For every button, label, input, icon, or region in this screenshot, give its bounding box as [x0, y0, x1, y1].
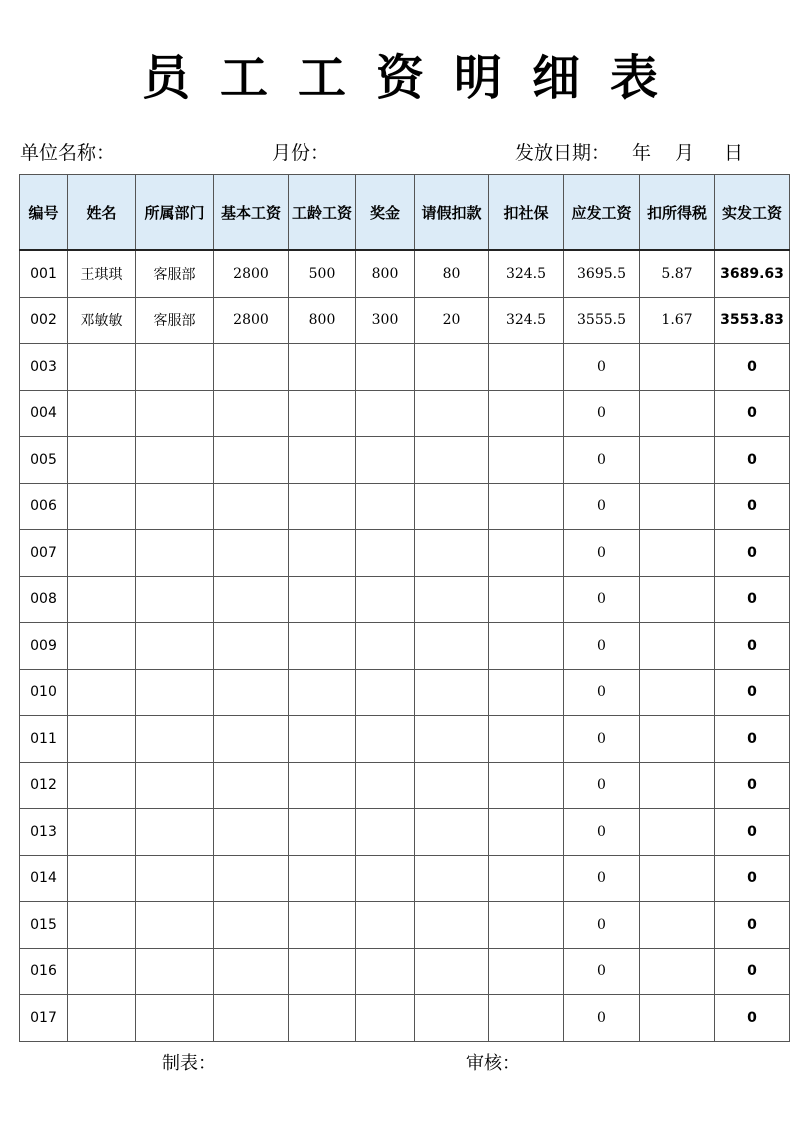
table-cell — [68, 623, 136, 670]
table-cell: 0 — [715, 809, 790, 856]
table-cell: 3553.83 — [715, 297, 790, 344]
table-cell: 001 — [20, 250, 68, 297]
table-cell: 003 — [20, 344, 68, 391]
table-cell: 0 — [715, 344, 790, 391]
table-cell — [136, 716, 214, 763]
pay-date-day-label: 日 — [724, 142, 744, 164]
table-row — [20, 576, 790, 623]
table-cell: 0 — [564, 669, 640, 716]
table-cell — [356, 902, 415, 949]
table-row — [20, 437, 790, 484]
prepared-by-field — [162, 1052, 216, 1076]
table-cell — [415, 623, 489, 670]
table-cell: 0 — [715, 948, 790, 995]
table-cell — [68, 716, 136, 763]
table-cell — [415, 483, 489, 530]
table-cell — [214, 623, 289, 670]
table-cell — [415, 902, 489, 949]
table-body — [20, 250, 790, 1041]
table-cell — [356, 390, 415, 437]
table-cell — [214, 576, 289, 623]
table-cell — [136, 623, 214, 670]
table-cell — [136, 344, 214, 391]
table-cell — [68, 762, 136, 809]
table-cell: 002 — [20, 297, 68, 344]
table-cell: 010 — [20, 669, 68, 716]
table-cell — [415, 390, 489, 437]
table-cell — [640, 437, 715, 484]
table-cell: 0 — [715, 995, 790, 1042]
unit-name-label: 单位名称： — [20, 142, 116, 164]
column-header: 应发工资 — [564, 175, 640, 251]
table-cell: 0 — [564, 437, 640, 484]
table-cell — [136, 576, 214, 623]
table-cell: 0 — [715, 390, 790, 437]
table-row — [20, 995, 790, 1042]
table-cell — [289, 344, 356, 391]
table-cell: 1.67 — [640, 297, 715, 344]
table-cell — [214, 344, 289, 391]
table-cell: 0 — [564, 948, 640, 995]
table-cell — [289, 437, 356, 484]
table-cell — [356, 530, 415, 577]
table-cell — [289, 716, 356, 763]
table-cell: 0 — [715, 762, 790, 809]
table-cell — [489, 716, 564, 763]
reviewed-by-label: 审核： — [466, 1053, 520, 1074]
table-cell: 008 — [20, 576, 68, 623]
table-cell: 014 — [20, 855, 68, 902]
table-cell: 客服部 — [136, 250, 214, 297]
table-cell: 20 — [415, 297, 489, 344]
table-cell — [489, 762, 564, 809]
table-cell — [289, 483, 356, 530]
table-row — [20, 716, 790, 763]
table-cell — [356, 576, 415, 623]
table-cell — [289, 669, 356, 716]
pay-date-label: 发放日期： — [515, 142, 611, 164]
table-cell: 0 — [564, 530, 640, 577]
table-cell: 324.5 — [489, 250, 564, 297]
table-row — [20, 669, 790, 716]
table-cell: 0 — [564, 344, 640, 391]
table-cell: 0 — [715, 623, 790, 670]
table-cell — [489, 902, 564, 949]
table-cell — [68, 576, 136, 623]
table-cell: 5.87 — [640, 250, 715, 297]
table-cell: 3555.5 — [564, 297, 640, 344]
table-row — [20, 809, 790, 856]
table-cell: 800 — [289, 297, 356, 344]
table-cell — [415, 809, 489, 856]
table-row — [20, 344, 790, 391]
table-cell — [415, 716, 489, 763]
table-cell — [489, 390, 564, 437]
table-cell — [136, 530, 214, 577]
column-header: 扣社保 — [489, 175, 564, 251]
table-cell — [640, 344, 715, 391]
table-cell — [136, 669, 214, 716]
table-cell — [640, 995, 715, 1042]
table-cell: 015 — [20, 902, 68, 949]
table-cell — [415, 576, 489, 623]
table-cell: 016 — [20, 948, 68, 995]
table-cell — [640, 390, 715, 437]
table-cell — [136, 948, 214, 995]
unit-name-field — [20, 140, 115, 166]
table-cell — [415, 948, 489, 995]
table-cell — [214, 809, 289, 856]
table-cell — [356, 716, 415, 763]
month-field — [272, 140, 329, 166]
column-header: 编号 — [20, 175, 68, 251]
table-cell: 0 — [564, 390, 640, 437]
table-cell: 500 — [289, 250, 356, 297]
table-cell — [68, 530, 136, 577]
table-cell — [489, 437, 564, 484]
table-cell — [136, 902, 214, 949]
table-cell — [214, 530, 289, 577]
table-cell: 3689.63 — [715, 250, 790, 297]
table-cell — [289, 855, 356, 902]
table-cell — [68, 902, 136, 949]
table-cell — [214, 669, 289, 716]
table-cell — [640, 483, 715, 530]
table-cell: 005 — [20, 437, 68, 484]
reviewed-by-field — [466, 1052, 520, 1076]
table-cell — [214, 716, 289, 763]
table-cell: 0 — [564, 483, 640, 530]
table-cell — [356, 483, 415, 530]
table-cell — [136, 855, 214, 902]
table-cell: 0 — [715, 669, 790, 716]
table-cell — [214, 855, 289, 902]
table-cell — [489, 623, 564, 670]
table-row — [20, 390, 790, 437]
table-cell: 0 — [564, 902, 640, 949]
table-cell — [489, 948, 564, 995]
table-cell: 011 — [20, 716, 68, 763]
table-cell — [68, 344, 136, 391]
table-cell: 0 — [715, 576, 790, 623]
table-cell — [640, 576, 715, 623]
table-cell — [136, 483, 214, 530]
table-cell — [640, 762, 715, 809]
table-cell — [640, 809, 715, 856]
table-cell — [356, 623, 415, 670]
table-cell — [68, 437, 136, 484]
table-cell — [289, 576, 356, 623]
table-row — [20, 623, 790, 670]
table-cell — [489, 483, 564, 530]
table-cell: 324.5 — [489, 297, 564, 344]
table-cell: 006 — [20, 483, 68, 530]
pay-date-year-label: 年 — [632, 142, 652, 164]
page-title: 员工工资明细表 — [141, 50, 688, 106]
column-header: 所属部门 — [136, 175, 214, 251]
table-cell — [289, 995, 356, 1042]
table-cell: 王琪琪 — [68, 250, 136, 297]
table-row — [20, 762, 790, 809]
table-cell: 007 — [20, 530, 68, 577]
table-cell: 80 — [415, 250, 489, 297]
table-cell — [356, 437, 415, 484]
table-cell: 017 — [20, 995, 68, 1042]
table-cell — [356, 809, 415, 856]
table-cell: 0 — [715, 855, 790, 902]
table-cell — [640, 902, 715, 949]
table-cell — [214, 390, 289, 437]
table-cell — [356, 762, 415, 809]
column-header: 扣所得税 — [640, 175, 715, 251]
table-cell — [289, 809, 356, 856]
prepared-by-label: 制表： — [162, 1053, 216, 1074]
table-cell: 0 — [564, 623, 640, 670]
table-cell — [289, 902, 356, 949]
table-cell: 邓敏敏 — [68, 297, 136, 344]
payroll-table — [19, 174, 790, 1042]
table-cell — [640, 716, 715, 763]
table-cell — [356, 995, 415, 1042]
table-cell — [489, 995, 564, 1042]
table-cell — [489, 669, 564, 716]
table-header-row — [20, 175, 790, 251]
table-cell: 800 — [356, 250, 415, 297]
table-cell — [214, 483, 289, 530]
table-cell — [68, 948, 136, 995]
table-cell: 013 — [20, 809, 68, 856]
table-cell: 0 — [715, 902, 790, 949]
table-cell — [415, 437, 489, 484]
table-cell — [489, 576, 564, 623]
table-cell — [640, 855, 715, 902]
table-row — [20, 297, 790, 344]
table-cell — [289, 623, 356, 670]
table-cell: 009 — [20, 623, 68, 670]
table-cell — [68, 390, 136, 437]
table-cell — [136, 390, 214, 437]
table-cell — [289, 390, 356, 437]
table-cell — [68, 855, 136, 902]
table-cell — [136, 809, 214, 856]
table-cell: 客服部 — [136, 297, 214, 344]
table-cell — [640, 948, 715, 995]
table-cell — [289, 530, 356, 577]
table-cell: 2800 — [214, 297, 289, 344]
table-cell: 0 — [564, 576, 640, 623]
table-cell: 0 — [715, 483, 790, 530]
table-cell — [489, 344, 564, 391]
table-cell: 004 — [20, 390, 68, 437]
table-cell — [640, 530, 715, 577]
table-cell — [356, 669, 415, 716]
column-header: 请假扣款 — [415, 175, 489, 251]
column-header: 工龄工资 — [289, 175, 356, 251]
column-header: 奖金 — [356, 175, 415, 251]
column-header: 姓名 — [68, 175, 136, 251]
table-cell — [356, 344, 415, 391]
table-cell: 012 — [20, 762, 68, 809]
table-cell — [68, 669, 136, 716]
table-cell — [68, 483, 136, 530]
table-cell — [640, 623, 715, 670]
table-row — [20, 483, 790, 530]
table-cell — [356, 948, 415, 995]
table-row — [20, 250, 790, 297]
table-cell — [489, 855, 564, 902]
table-cell — [68, 995, 136, 1042]
table-cell — [415, 530, 489, 577]
table-cell: 0 — [715, 437, 790, 484]
table-cell — [214, 995, 289, 1042]
month-label: 月份： — [272, 142, 330, 164]
table-cell — [415, 669, 489, 716]
table-cell — [489, 809, 564, 856]
table-cell: 2800 — [214, 250, 289, 297]
pay-date-month-label: 月 — [675, 142, 695, 164]
table-cell — [214, 437, 289, 484]
table-cell: 0 — [715, 530, 790, 577]
table-cell — [489, 530, 564, 577]
table-cell: 0 — [564, 995, 640, 1042]
table-cell: 300 — [356, 297, 415, 344]
table-row — [20, 902, 790, 949]
column-header: 实发工资 — [715, 175, 790, 251]
pay-date-field — [515, 140, 743, 166]
table-cell: 3695.5 — [564, 250, 640, 297]
table-cell — [136, 762, 214, 809]
table-cell: 0 — [564, 809, 640, 856]
table-cell — [640, 669, 715, 716]
column-header: 基本工资 — [214, 175, 289, 251]
table-cell — [356, 855, 415, 902]
table-cell: 0 — [564, 855, 640, 902]
table-cell — [415, 344, 489, 391]
table-row — [20, 948, 790, 995]
table-cell — [415, 995, 489, 1042]
table-cell — [289, 762, 356, 809]
table-cell — [136, 437, 214, 484]
table-row — [20, 855, 790, 902]
table-cell — [415, 762, 489, 809]
table-cell: 0 — [564, 762, 640, 809]
table-cell — [415, 855, 489, 902]
table-row — [20, 530, 790, 577]
table-cell: 0 — [715, 716, 790, 763]
table-cell — [68, 809, 136, 856]
table-cell — [214, 948, 289, 995]
table-cell: 0 — [564, 716, 640, 763]
table-cell — [214, 762, 289, 809]
table-cell — [214, 902, 289, 949]
table-cell — [289, 948, 356, 995]
table-cell — [136, 995, 214, 1042]
